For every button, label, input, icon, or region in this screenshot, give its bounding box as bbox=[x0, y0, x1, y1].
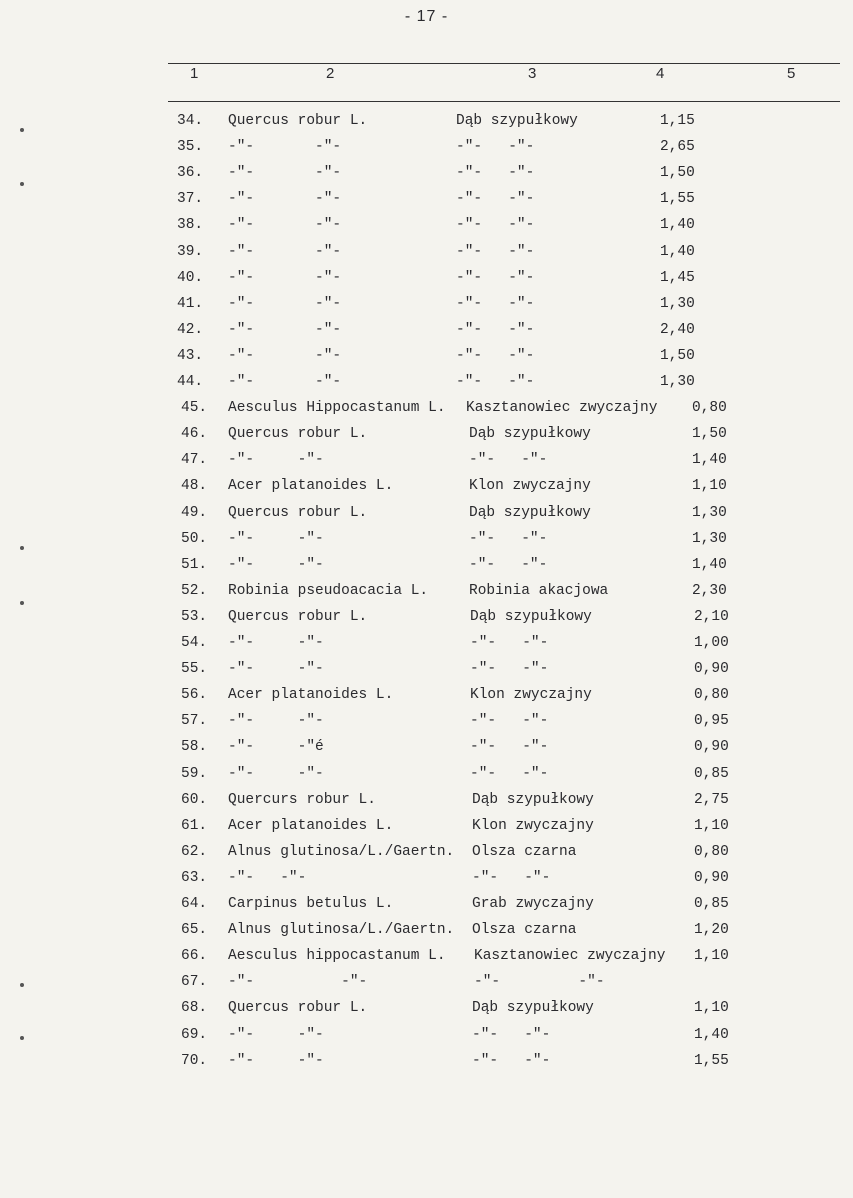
row-number: 67. bbox=[181, 974, 208, 991]
polish-name: Dąb szypułkowy bbox=[469, 426, 591, 443]
latin-name: -"- -"- bbox=[228, 556, 324, 573]
row-value: 1,30 bbox=[692, 530, 727, 547]
table-row bbox=[0, 739, 853, 765]
row-value: 0,85 bbox=[694, 896, 729, 912]
row-value: 1,50 bbox=[660, 347, 695, 364]
latin-name: Carpinus betulus L. bbox=[228, 896, 394, 912]
column-header-3: 3 bbox=[528, 65, 537, 82]
row-number: 34. bbox=[177, 113, 204, 129]
latin-name: Alnus glutinosa/L./Gaertn. bbox=[228, 843, 455, 860]
table-row bbox=[0, 635, 853, 661]
table-row bbox=[0, 191, 853, 217]
polish-name: -"- -"- bbox=[469, 452, 548, 469]
polish-name: -"- -"- bbox=[469, 556, 548, 573]
latin-name: Alnus glutinosa/L./Gaertn. bbox=[228, 922, 455, 939]
row-value: 1,40 bbox=[660, 243, 695, 260]
polish-name: -"- -"- bbox=[456, 243, 535, 260]
row-value: 1,10 bbox=[692, 478, 727, 495]
row-number: 39. bbox=[177, 243, 204, 260]
latin-name: -"- -"- bbox=[228, 269, 342, 286]
polish-name: Dąb szypułkowy bbox=[472, 791, 594, 808]
row-number: 48. bbox=[181, 478, 208, 495]
latin-name: Robinia pseudoacacia L. bbox=[228, 582, 429, 599]
polish-name: -"- -"- bbox=[472, 1026, 551, 1043]
row-number: 42. bbox=[177, 321, 204, 338]
row-number: 55. bbox=[181, 661, 208, 678]
row-value: 1,40 bbox=[692, 452, 727, 469]
row-value: 0,95 bbox=[694, 713, 729, 730]
row-number: 38. bbox=[177, 217, 204, 234]
latin-name: -"- -"- bbox=[228, 869, 307, 886]
table-row bbox=[0, 531, 853, 557]
polish-name: Kasztanowiec zwyczajny bbox=[474, 948, 666, 965]
table-row bbox=[0, 609, 853, 635]
polish-name: -"- -"- bbox=[456, 165, 535, 182]
table-row bbox=[0, 322, 853, 348]
table-row bbox=[0, 217, 853, 243]
row-number: 52. bbox=[181, 582, 208, 599]
table-row bbox=[0, 400, 853, 426]
row-value: 1,50 bbox=[660, 165, 695, 182]
latin-name: -"- -"- bbox=[228, 530, 324, 547]
row-number: 69. bbox=[181, 1026, 208, 1043]
table-top-rule bbox=[168, 63, 840, 64]
row-number: 46. bbox=[181, 426, 208, 443]
row-number: 51. bbox=[181, 556, 208, 573]
table-row bbox=[0, 1000, 853, 1026]
margin-mark bbox=[20, 983, 24, 987]
margin-mark bbox=[20, 182, 24, 186]
polish-name: -"- -"- bbox=[456, 191, 535, 208]
table-row bbox=[0, 452, 853, 478]
table-row bbox=[0, 348, 853, 374]
row-number: 44. bbox=[177, 374, 204, 390]
table-row bbox=[0, 661, 853, 687]
latin-name: -"- -"- bbox=[228, 765, 324, 782]
latin-name: Acer platanoides L. bbox=[228, 817, 394, 834]
row-value: 1,40 bbox=[692, 556, 727, 573]
polish-name: Klon zwyczajny bbox=[470, 687, 592, 704]
table-row bbox=[0, 374, 853, 400]
polish-name: Klon zwyczajny bbox=[469, 478, 591, 495]
polish-name: -"- -"- bbox=[470, 713, 549, 730]
row-number: 58. bbox=[181, 739, 208, 756]
table-row bbox=[0, 766, 853, 792]
row-value: 1,10 bbox=[694, 1000, 729, 1017]
latin-name: -"- -"- bbox=[228, 347, 342, 364]
table-row bbox=[0, 113, 853, 139]
latin-name: -"- -"- bbox=[228, 374, 342, 390]
row-number: 35. bbox=[177, 139, 204, 156]
table-row bbox=[0, 1053, 853, 1079]
row-value: 2,40 bbox=[660, 321, 695, 338]
polish-name: Dąb szypułkowy bbox=[470, 608, 592, 625]
row-value: 2,10 bbox=[694, 608, 729, 625]
table-row bbox=[0, 818, 853, 844]
latin-name: Aesculus hippocastanum L. bbox=[228, 948, 446, 965]
polish-name: -"- -"- bbox=[472, 1052, 551, 1069]
row-number: 43. bbox=[177, 347, 204, 364]
margin-mark bbox=[20, 128, 24, 132]
table-row bbox=[0, 896, 853, 922]
row-value: 1,30 bbox=[660, 295, 695, 312]
latin-name: Aesculus Hippocastanum L. bbox=[228, 400, 446, 417]
table-row bbox=[0, 426, 853, 452]
latin-name: -"- -"- bbox=[228, 452, 324, 469]
polish-name: -"- -"- bbox=[456, 139, 535, 156]
row-value: 0,80 bbox=[692, 400, 727, 417]
latin-name: -"- -"- bbox=[228, 217, 342, 234]
row-number: 60. bbox=[181, 791, 208, 808]
latin-name: -"- -"- bbox=[228, 974, 368, 991]
polish-name: -"- -"- bbox=[469, 530, 548, 547]
table-row bbox=[0, 1027, 853, 1053]
row-value: 0,90 bbox=[694, 739, 729, 756]
latin-name: -"- -"- bbox=[228, 295, 342, 312]
latin-name: Quercus robur L. bbox=[228, 1000, 368, 1017]
latin-name: -"- -"- bbox=[228, 713, 324, 730]
latin-name: -"- -"- bbox=[228, 139, 342, 156]
row-value: 1,10 bbox=[694, 948, 729, 965]
latin-name: -"- -"- bbox=[228, 661, 324, 678]
latin-name: -"- -"- bbox=[228, 321, 342, 338]
row-value: 0,85 bbox=[694, 765, 729, 782]
latin-name: Quercurs robur L. bbox=[228, 791, 376, 808]
polish-name: -"- -"- bbox=[474, 974, 605, 991]
row-number: 63. bbox=[181, 869, 208, 886]
row-number: 53. bbox=[181, 608, 208, 625]
polish-name: -"- -"- bbox=[456, 321, 535, 338]
margin-mark bbox=[20, 1036, 24, 1040]
table-row bbox=[0, 478, 853, 504]
row-value: 0,90 bbox=[694, 661, 729, 678]
latin-name: -"- -"- bbox=[228, 191, 342, 208]
column-header-1: 1 bbox=[190, 65, 199, 82]
row-number: 64. bbox=[181, 896, 208, 912]
latin-name: -"- -"- bbox=[228, 635, 324, 651]
polish-name: Klon zwyczajny bbox=[472, 817, 594, 834]
row-number: 66. bbox=[181, 948, 208, 965]
table-row bbox=[0, 974, 853, 1000]
row-value: 1,55 bbox=[694, 1052, 729, 1069]
latin-name: Quercus robur L. bbox=[228, 504, 368, 521]
row-number: 61. bbox=[181, 817, 208, 834]
row-number: 36. bbox=[177, 165, 204, 182]
table-row bbox=[0, 870, 853, 896]
table-row bbox=[0, 557, 853, 583]
table-row bbox=[0, 792, 853, 818]
polish-name: -"- -"- bbox=[470, 739, 549, 756]
table-row bbox=[0, 165, 853, 191]
polish-name: -"- -"- bbox=[472, 869, 551, 886]
latin-name: Quercus robur L. bbox=[228, 426, 368, 443]
polish-name: Kasztanowiec zwyczajny bbox=[466, 400, 658, 417]
table-row bbox=[0, 687, 853, 713]
polish-name: -"- -"- bbox=[456, 217, 535, 234]
row-number: 59. bbox=[181, 765, 208, 782]
table-row bbox=[0, 244, 853, 270]
table-row bbox=[0, 844, 853, 870]
row-number: 62. bbox=[181, 843, 208, 860]
polish-name: Dąb szypułkowy bbox=[456, 113, 578, 129]
polish-name: -"- -"- bbox=[456, 347, 535, 364]
polish-name: -"- -"- bbox=[456, 295, 535, 312]
table-row bbox=[0, 139, 853, 165]
polish-name: -"- -"- bbox=[470, 765, 549, 782]
row-number: 68. bbox=[181, 1000, 208, 1017]
polish-name: -"- -"- bbox=[470, 635, 549, 651]
table-row bbox=[0, 296, 853, 322]
row-number: 65. bbox=[181, 922, 208, 939]
row-value: 1,55 bbox=[660, 191, 695, 208]
polish-name: -"- -"- bbox=[456, 374, 535, 390]
row-number: 50. bbox=[181, 530, 208, 547]
margin-mark bbox=[20, 601, 24, 605]
row-value: 1,15 bbox=[660, 113, 695, 129]
latin-name: Quercus robur L. bbox=[228, 608, 368, 625]
column-header-2: 2 bbox=[326, 65, 335, 82]
table-row bbox=[0, 583, 853, 609]
row-value: 0,80 bbox=[694, 843, 729, 860]
row-value: 1,30 bbox=[660, 374, 695, 390]
row-value: 1,10 bbox=[694, 817, 729, 834]
row-number: 57. bbox=[181, 713, 208, 730]
polish-name: Dąb szypułkowy bbox=[469, 504, 591, 521]
latin-name: -"- -"- bbox=[228, 165, 342, 182]
table-row bbox=[0, 505, 853, 531]
row-number: 49. bbox=[181, 504, 208, 521]
row-value: 2,30 bbox=[692, 582, 727, 599]
margin-mark bbox=[20, 546, 24, 550]
row-number: 70. bbox=[181, 1052, 208, 1069]
table-header-rule bbox=[168, 101, 840, 102]
row-value: 0,80 bbox=[694, 687, 729, 704]
table-row bbox=[0, 948, 853, 974]
latin-name: -"- -"- bbox=[228, 243, 342, 260]
row-number: 40. bbox=[177, 269, 204, 286]
row-value: 1,40 bbox=[694, 1026, 729, 1043]
row-value: 2,65 bbox=[660, 139, 695, 156]
row-value: 1,40 bbox=[660, 217, 695, 234]
row-number: 54. bbox=[181, 635, 208, 651]
table-row bbox=[0, 713, 853, 739]
page-number: - 17 - bbox=[404, 8, 449, 25]
row-number: 41. bbox=[177, 295, 204, 312]
polish-name: Olsza czarna bbox=[472, 843, 577, 860]
polish-name: Olsza czarna bbox=[472, 922, 577, 939]
polish-name: -"- -"- bbox=[470, 661, 549, 678]
row-value: 1,45 bbox=[660, 269, 695, 286]
row-value: 0,90 bbox=[694, 869, 729, 886]
latin-name: Acer platanoides L. bbox=[228, 687, 394, 704]
row-value: 1,30 bbox=[692, 504, 727, 521]
latin-name: -"- -"é bbox=[228, 739, 324, 756]
column-header-4: 4 bbox=[656, 65, 665, 82]
polish-name: Robinia akacjowa bbox=[469, 582, 609, 599]
latin-name: -"- -"- bbox=[228, 1052, 324, 1069]
latin-name: Acer platanoides L. bbox=[228, 478, 394, 495]
row-value: 2,75 bbox=[694, 791, 729, 808]
row-value: 1,20 bbox=[694, 922, 729, 939]
table-row bbox=[0, 270, 853, 296]
table-row bbox=[0, 922, 853, 948]
column-header-5: 5 bbox=[787, 65, 796, 82]
latin-name: -"- -"- bbox=[228, 1026, 324, 1043]
polish-name: Grab zwyczajny bbox=[472, 896, 594, 912]
row-number: 56. bbox=[181, 687, 208, 704]
row-value: 1,50 bbox=[692, 426, 727, 443]
row-number: 47. bbox=[181, 452, 208, 469]
row-number: 45. bbox=[181, 400, 208, 417]
latin-name: Quercus robur L. bbox=[228, 113, 368, 129]
row-value: 1,00 bbox=[694, 635, 729, 651]
row-number: 37. bbox=[177, 191, 204, 208]
polish-name: Dąb szypułkowy bbox=[472, 1000, 594, 1017]
polish-name: -"- -"- bbox=[456, 269, 535, 286]
